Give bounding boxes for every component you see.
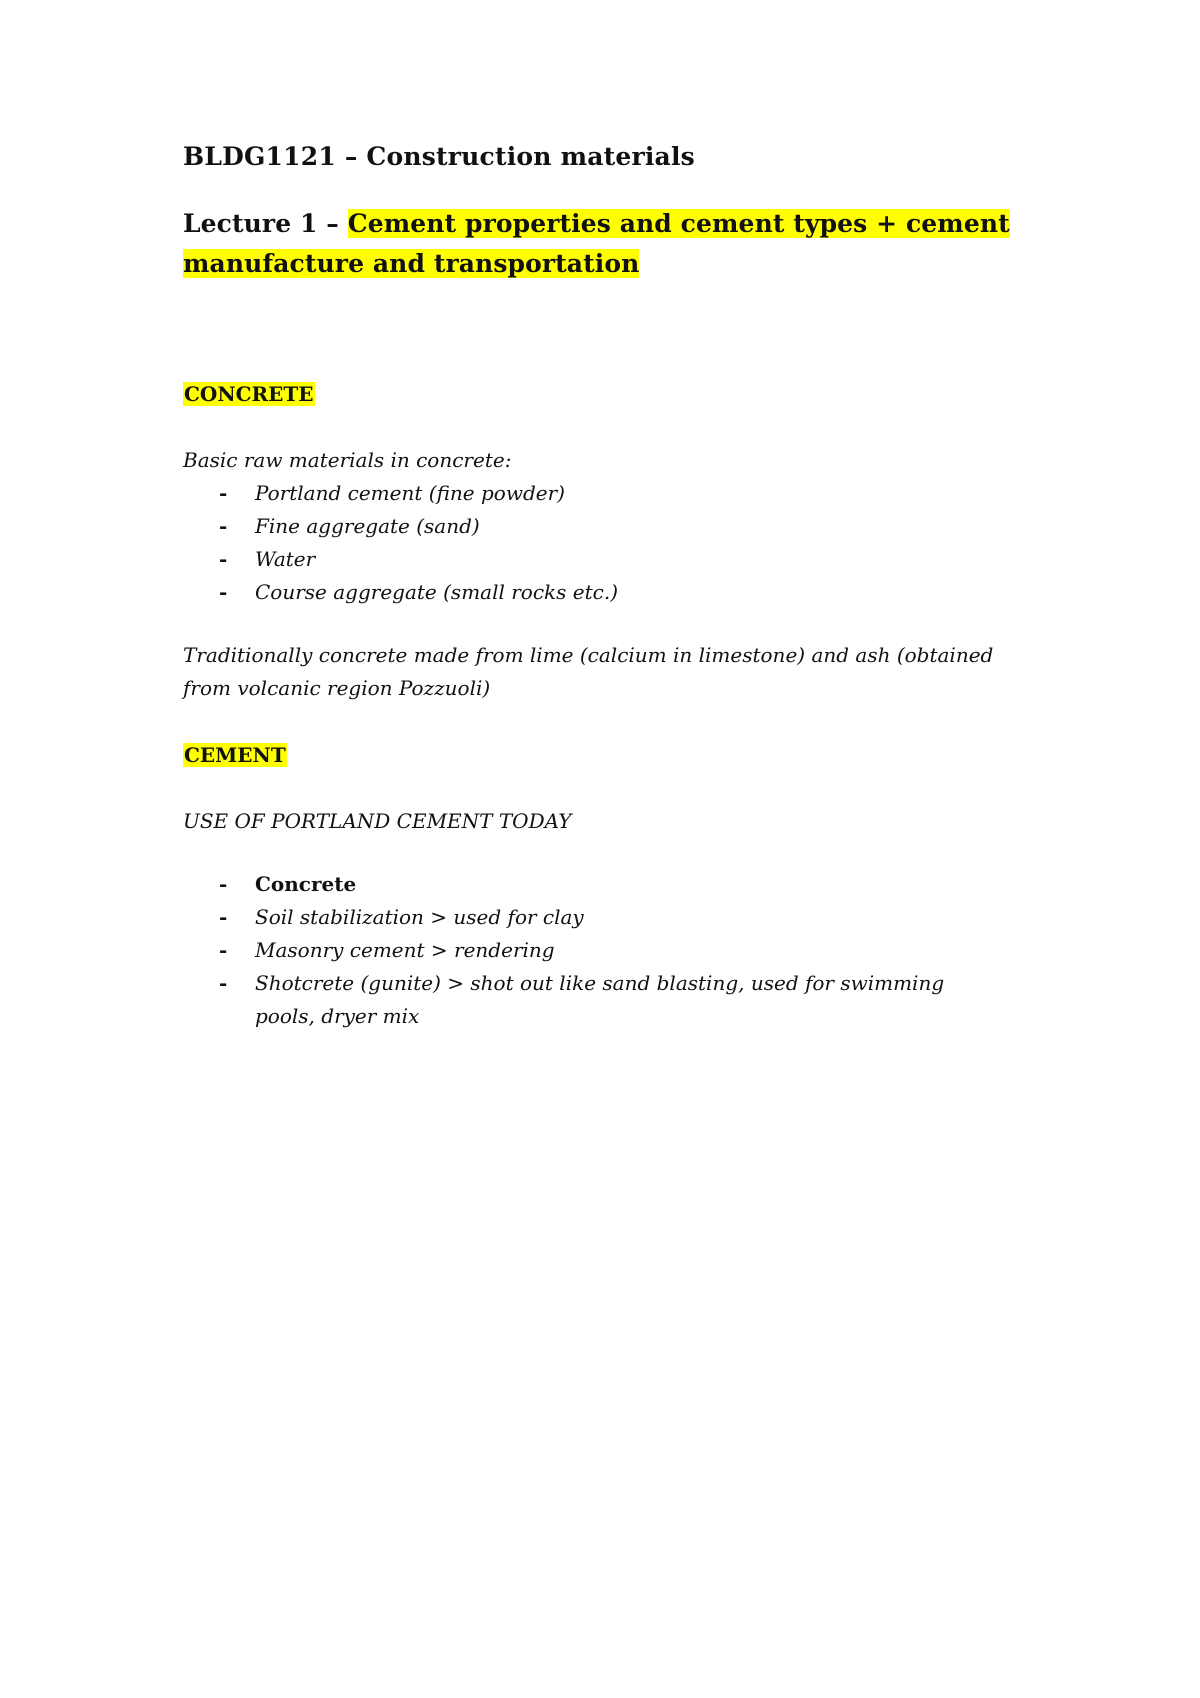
concrete-heading-text: CONCRETE <box>184 382 314 406</box>
lecture-title <box>183 204 1023 284</box>
list-dash: - <box>219 938 228 962</box>
cement-uses-list <box>183 868 1003 1033</box>
list-item <box>183 543 1023 576</box>
cement-heading <box>183 741 1023 769</box>
list-item <box>183 967 1003 1033</box>
list-item-text: Water <box>255 547 316 571</box>
list-item <box>183 901 1003 934</box>
list-dash: - <box>219 872 228 896</box>
traditional-concrete-paragraph: Traditionally concrete made from lime (calcium in limestone) and ash (obtained from volcanic region Pozzuoli) <box>183 643 994 700</box>
list-item-text: Masonry cement > rendering <box>255 938 555 962</box>
list-dash: - <box>219 547 228 571</box>
list-dash: - <box>219 580 228 604</box>
list-item <box>183 934 1003 967</box>
list-item-text: Shotcrete (gunite) > shot out like sand blasting, used for swimming pools, dryer mix <box>255 971 945 1028</box>
list-item <box>183 868 1003 901</box>
list-item-text: Soil stabilization > used for clay <box>255 905 584 929</box>
list-dash: - <box>219 905 228 929</box>
list-item <box>183 510 1023 543</box>
list-item <box>183 477 1023 510</box>
document-body <box>183 140 1023 1033</box>
list-dash: - <box>219 971 228 995</box>
concrete-heading <box>183 380 1023 408</box>
list-item <box>183 576 1023 609</box>
cement-heading-text: CEMENT <box>184 743 286 767</box>
lecture-prefix: Lecture 1 – <box>183 209 348 238</box>
list-dash: - <box>219 481 228 505</box>
list-dash: - <box>219 514 228 538</box>
lecture-topic-line1: Cement properties and cement types + cement <box>347 209 1010 238</box>
raw-materials-list <box>183 477 1023 609</box>
portland-use-heading: USE OF PORTLAND CEMENT TODAY <box>183 809 572 833</box>
list-item-text: Fine aggregate (sand) <box>255 514 480 538</box>
list-item-text: Portland cement (fine powder) <box>255 481 565 505</box>
list-item-text: Course aggregate (small rocks etc.) <box>255 580 619 604</box>
list-item-text: Concrete <box>255 872 357 896</box>
raw-materials-intro: Basic raw materials in concrete: <box>183 448 512 472</box>
course-title: BLDG1121 – Construction materials <box>183 142 695 171</box>
lecture-topic-line2: manufacture and transportation <box>183 249 640 278</box>
